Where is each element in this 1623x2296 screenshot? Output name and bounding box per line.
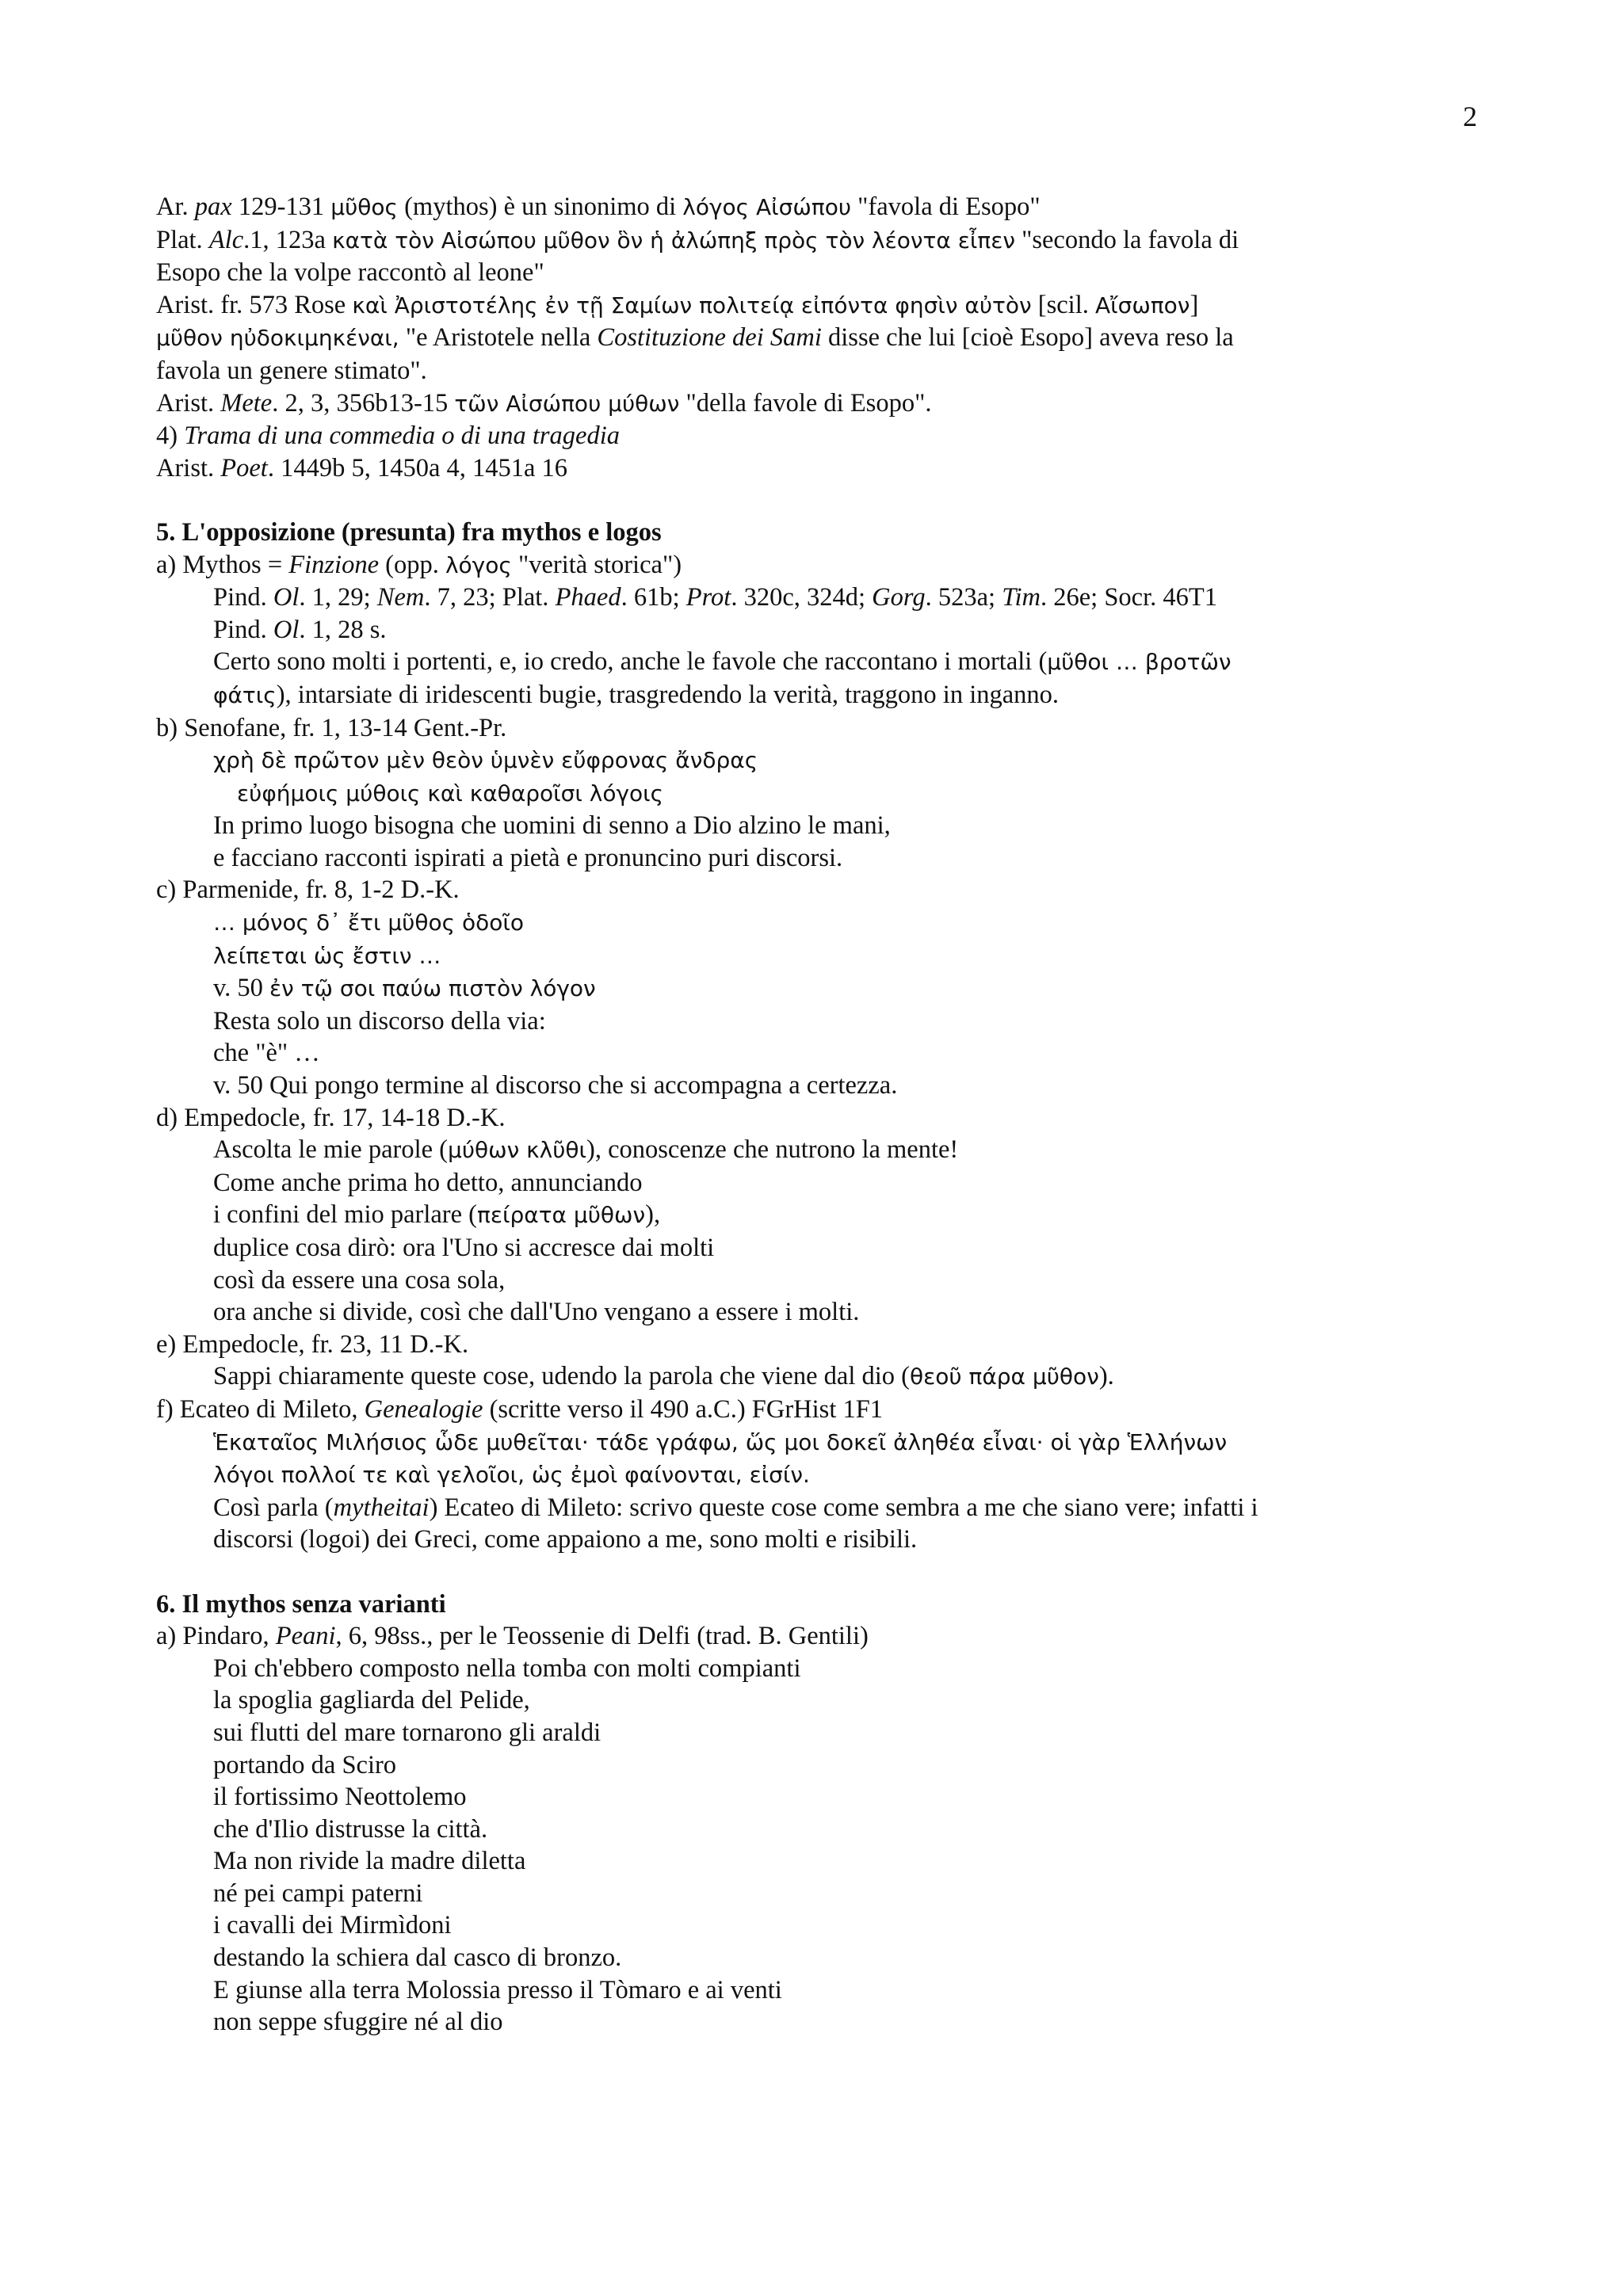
text-line: i confini del mio parlare (πείρατα μῦθων), <box>213 1200 661 1230</box>
text-line: i cavalli dei Mirmìdoni <box>213 1911 452 1940</box>
text-line: che "è" … <box>213 1039 320 1068</box>
text-line: Plat. Alc.1, 123a κατὰ τὸν Αἰσώπου μῦθον ὃν ἡ ἀλώπηξ πρὸς τὸν λέοντα εἶπεν "secondo la favola di <box>156 225 1239 254</box>
text-line: λόγοι πολλοί τε καὶ γελοῖοι, ὡς ἐμοὶ φαίνονται, εἰσίν. <box>213 1462 810 1489</box>
text-line: λείπεται ὡς ἔστιν … <box>213 942 441 969</box>
text-line: Ascolta le mie parole (μύθων κλῦθι), conoscenze che nutrono la mente! <box>213 1135 959 1165</box>
blank-line <box>156 1556 1480 1589</box>
text-line: 4) Trama di una commedia o di una tragedia <box>156 421 620 451</box>
page-content <box>156 191 1480 2039</box>
text-line: né pei campi paterni <box>213 1878 423 1908</box>
text-line: Ἑκαταῖος Μιλήσιος ὧδε μυθεῖται· τάδε γράφω, ὥς μοι δοκεῖ ἀληθέα εἶναι· οἱ γὰρ Ἑλλήνων <box>213 1428 1228 1455</box>
section-heading: 6. Il mythos senza varianti <box>156 1589 446 1619</box>
text-line: Sappi chiaramente queste cose, udendo la parola che viene dal dio (θεοῦ πάρα μῦθον). <box>213 1362 1114 1391</box>
text-line: d) Empedocle, fr. 17, 14-18 D.-K. <box>156 1103 506 1132</box>
text-line: Arist. fr. 573 Rose καὶ Ἀριστοτέλης ἐν τῇ Σαμίων πολιτείᾳ εἰπόντα φησὶν αὐτὸν [scil. Αἴσωπον] <box>156 290 1199 319</box>
text-line: χρὴ δὲ πρῶτον μὲν θεὸν ὑμνὲν εὔφρονας ἄνδρας <box>213 747 758 774</box>
text-line: che d'Ilio distrusse la città. <box>213 1814 488 1844</box>
text-line: e facciano racconti ispirati a pietà e pronuncino puri discorsi. <box>213 843 843 872</box>
text-line: a) Mythos = Finzione (opp. λόγος "verità storica") <box>156 550 682 579</box>
text-line: così da essere una cosa sola, <box>213 1265 506 1295</box>
text-line: Ma non rivide la madre diletta <box>213 1847 526 1876</box>
text-line: favola un genere stimato". <box>156 356 427 385</box>
text-line: ora anche si divide, così che dall'Uno vengano a essere i molti. <box>213 1298 860 1327</box>
text-line: b) Senofane, fr. 1, 13-14 Gent.-Pr. <box>156 713 507 742</box>
text-line: Pind. Ol. 1, 28 s. <box>213 615 387 644</box>
text-line: Certo sono molti i portenti, e, io credo, anche le favole che raccontano i mortali (μῦθοι … βροτῶν <box>213 647 1232 677</box>
text-line: sui flutti del mare tornarono gli araldi <box>213 1718 601 1747</box>
text-line: … μόνος δ᾽ ἔτι μῦθος ὁδοῖο <box>213 910 524 936</box>
text-line: Ar. pax 129-131 μῦθος (mythos) è un sinonimo di λόγος Αἰσώπου "favola di Esopo" <box>156 193 1041 221</box>
text-line: Pind. Ol. 1, 29; Nem. 7, 23; Plat. Phaed. 61b; Prot. 320c, 324d; Gorg. 523a; Tim. 26e; Socr. 46T1 <box>213 583 1217 612</box>
text-line: E giunse alla terra Molossia presso il Tòmaro e ai venti <box>213 1975 782 2004</box>
text-line: Arist. Poet. 1449b 5, 1450a 4, 1451a 16 <box>156 453 568 482</box>
text-line: la spoglia gagliarda del Pelide, <box>213 1686 530 1715</box>
text-line: destando la schiera dal casco di bronzo. <box>213 1943 622 1973</box>
section-heading: 5. L'opposizione (presunta) fra mythos e logos <box>156 517 662 547</box>
text-line: e) Empedocle, fr. 23, 11 D.-K. <box>156 1329 469 1359</box>
text-line: v. 50 Qui pongo termine al discorso che si accompagna a certezza. <box>213 1071 898 1100</box>
text-line: In primo luogo bisogna che uomini di senno a Dio alzino le mani, <box>213 811 891 841</box>
page-number: 2 <box>1463 101 1477 132</box>
blank-line <box>156 484 1480 517</box>
text-line: discorsi (logoi) dei Greci, come appaiono a me, sono molti e risibili. <box>213 1525 918 1554</box>
text-line: εὐφήμοις μύθοις καὶ καθαροῖσι λόγοις <box>237 780 664 807</box>
text-line: Così parla (mytheitai) Ecateo di Mileto: scrivo queste cose come sembra a me che siano vere; infatti i <box>213 1493 1258 1522</box>
text-line: v. 50 ἐν τῷ σοι παύω πιστὸν λόγον <box>213 974 596 1003</box>
text-line: f) Ecateo di Mileto, Genealogie (scritte verso il 490 a.C.) FGrHist 1F1 <box>156 1394 884 1424</box>
text-line: portando da Sciro <box>213 1750 397 1779</box>
text-line: Esopo che la volpe raccontò al leone" <box>156 258 544 288</box>
text-line: Resta solo un discorso della via: <box>213 1006 546 1035</box>
text-line: non seppe sfuggire né al dio <box>213 2008 503 2037</box>
text-line: Come anche prima ho detto, annunciando <box>213 1168 643 1197</box>
text-line: duplice cosa dirò: ora l'Uno si accresce dai molti <box>213 1234 715 1262</box>
text-line: a) Pindaro, Peani, 6, 98ss., per le Teossenie di Delfi (trad. B. Gentili) <box>156 1622 869 1651</box>
text-line: Arist. Mete. 2, 3, 356b13-15 τῶν Αἰσώπου μύθων "della favole di Esopo". <box>156 388 932 418</box>
text-line: μῦθον ηὐδοκιμηκέναι, "e Aristotele nella Costituzione dei Sami disse che lui [cioè Esopo] aveva reso la <box>156 323 1234 353</box>
text-line: φάτις), intarsiate di iridescenti bugie, trasgredendo la verità, traggono in inganno. <box>213 680 1060 709</box>
text-line: Poi ch'ebbero composto nella tomba con molti compianti <box>213 1653 801 1683</box>
text-line: il fortissimo Neottolemo <box>213 1783 467 1812</box>
text-line: c) Parmenide, fr. 8, 1-2 D.-K. <box>156 875 460 905</box>
